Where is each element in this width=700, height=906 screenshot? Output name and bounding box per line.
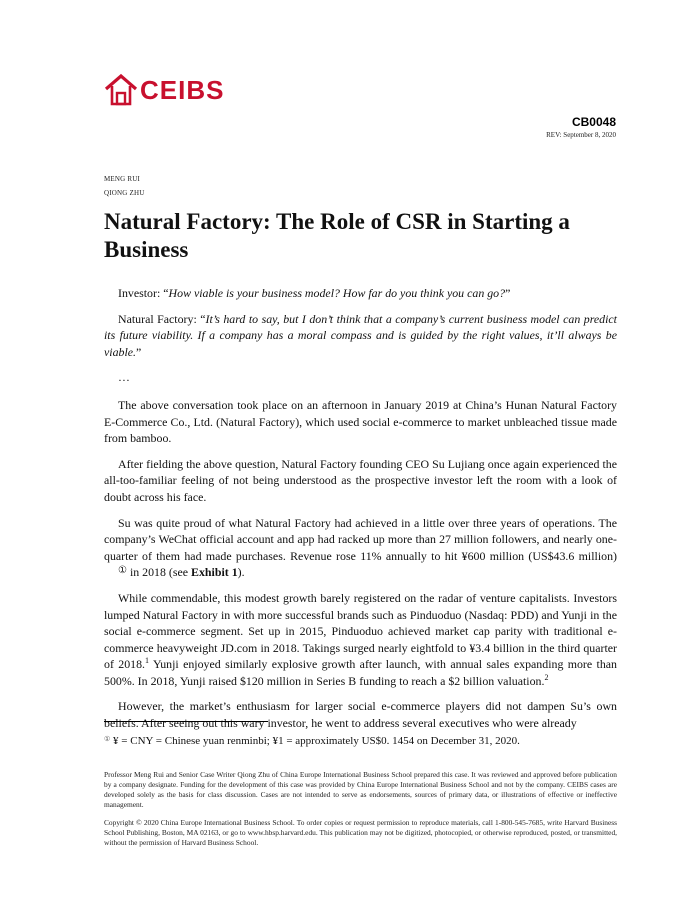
case-body [104, 285, 617, 741]
exhibit-reference: Exhibit 1 [191, 565, 238, 580]
ceibs-logo [104, 72, 224, 108]
author-name: QIONG ZHU [104, 189, 145, 197]
paragraph: The above conversation took place on an afternoon in January 2019 at China’s Hunan Natural Factory E-Commerce Co., Ltd. (Natural Factory), which used social e-commerce to market unbleached tissue made from bamboo. [104, 397, 617, 446]
paragraph: Su was quite proud of what Natural Factory had achieved in a little over three years of operations. The company’s WeChat official account and app had racked up more than 27 million followers, and nearly one-quarter of them had made purchases. Revenue rose 11% annually to hit ¥600 million (US$43.6 million)① in 2018 (see Exhibit 1). [104, 515, 617, 580]
revision-date: REV: September 8, 2020 [546, 131, 616, 139]
footnote-marker: ① [104, 735, 111, 743]
footnote: ① ¥ = CNY = Chinese yuan renminbi; ¥1 = approximately US$0. 1454 on December 31, 2020. [104, 735, 520, 747]
dialogue-natural-factory: Natural Factory: “It’s hard to say, but I don’t think that a company’s current business model can predict its future viability. If a company has a moral compass and is guided by the right values, it’ll always be viable.” [104, 311, 617, 359]
endnote-marker: 1 [145, 656, 150, 666]
author-name: MENG RUI [104, 175, 141, 183]
case-title: Natural Factory: The Role of CSR in Starting a Business [104, 209, 570, 262]
logo-text: CEIBS [140, 75, 225, 105]
footnote-divider [104, 721, 268, 722]
ceibs-emblem-icon [104, 73, 138, 107]
paragraph: While commendable, this modest growth barely registered on the radar of venture capitalists. Investors lumped Natural Factory in with more successful brands such as Pinduoduo (Nasdaq: PDD) and Yunji in the social e-commerce segment. Set up in 2015, Pinduoduo achieved market cap parity with traditional e-commerce heavyweight JD.com in 2018. Takings surged nearly eightfold to ¥3.4 billion in the third quarter of 2018.$^1$ Yunji enjoyed similarly explosive growth after launch, with annual sales expanding more than 500%. In 2018, Yunji raised $120 million in Series B funding to reach a $2 billion valuation.$^2$ [104, 590, 618, 688]
copyright-note: Copyright © 2020 China Europe International Business School. To order copies or request permission to reproduce materials, call 1-800-545-7685, write Harvard Business School Publishing, Boston, MA 02163, or go to www.hbsp.harvard.edu. This publication may not be digitized, photocopied, or otherwise reproduced, posted, or transmitted, without the permission of Harvard Business School. [104, 818, 617, 847]
paragraph: However, the market’s enthusiasm for larger social e-commerce players did not dampen Su’s own beliefs. After seeing out this wary investor, he went to address several executives who were already [104, 699, 617, 731]
case-number: CB0048 [571, 115, 616, 129]
ellipsis: … [118, 370, 130, 385]
authorship-note: Professor Meng Rui and Senior Case Writer Qiong Zhu of China Europe International Business School prepared this case. It was reviewed and approved before publication by a company designate. Funding for the development of this case was provided by China Europe International Business School and not by the company. CEIBS cases are developed solely as the basis for class discussion. Cases are not intended to serve as endorsements, sources of primary data, or illustrations of effective or ineffective management. [104, 770, 617, 809]
paragraph: After fielding the above question, Natural Factory founding CEO Su Lujiang once again experienced the all-too-familiar feeling of not being understood as the prospective investor left the room with a look of doubt across his face. [104, 456, 617, 504]
endnote-marker: 2 [544, 672, 549, 682]
dialogue-investor: Investor: “How viable is your business model? How far do you think you can go?” [118, 286, 511, 300]
